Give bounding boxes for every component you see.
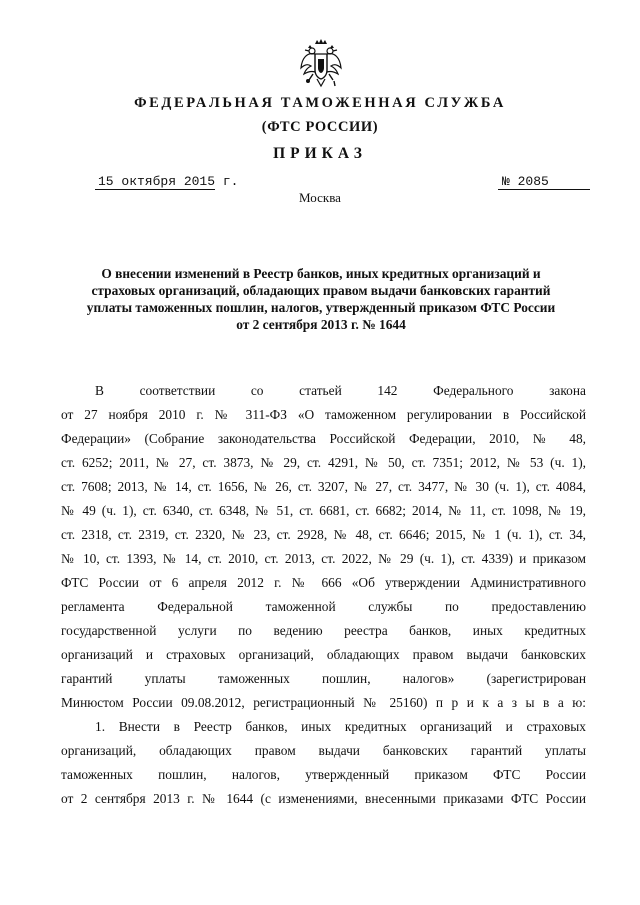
order-number: № 2085: [498, 174, 590, 190]
body-line: таможенных пошлин, налогов, утвержденный приказом ФТС России: [61, 767, 586, 782]
agency-name: ФЕДЕРАЛЬНАЯ ТАМОЖЕННАЯ СЛУЖБА: [134, 95, 506, 111]
document-title: [60, 265, 582, 333]
body-line: регламента Федеральной таможенной службы по предоставлению: [61, 599, 586, 614]
title-line: от 2 сентября 2013 г. № 1644: [236, 317, 406, 332]
body-line: государственной услуги по ведению реестра банков, иных кредитных: [61, 623, 586, 638]
body-line: 1. Внести в Реестр банков, иных кредитных организаций и страховых: [95, 719, 586, 734]
body-line: № 10, ст. 1393, № 14, ст. 2010, ст. 2013, ст. 2022, № 29 (ч. 1), ст. 4339) и приказом: [61, 551, 586, 566]
body-line: ст. 2318, ст. 2319, ст. 2320, № 23, ст. 2928, № 48, ст. 6646; 2015, № 1 (ч. 1), ст. 34,: [61, 527, 586, 542]
document-type: ПРИКАЗ: [273, 145, 367, 162]
body-line: В соответствии со статьей 142 Федерального закона: [95, 383, 586, 398]
agency-short-name: (ФТС РОССИИ): [261, 119, 379, 135]
body-line: ст. 6252; 2011, № 27, ст. 3873, № 29, ст. 4291, № 50, ст. 7351; 2012, № 53 (ч. 1),: [61, 455, 586, 470]
title-line: уплаты таможенных пошлин, налогов, утвержденный приказом ФТС России: [86, 300, 556, 315]
body-line: ФТС России от 6 апреля 2012 г. № 666 «Об утверждении Административного: [61, 575, 586, 590]
title-line: О внесении изменений в Реестр банков, иных кредитных организаций и: [101, 266, 541, 281]
body-line: гарантий уплаты таможенных пошлин, налогов» (зарегистрирован: [61, 671, 586, 686]
document-body: [61, 379, 586, 811]
body-line: Минюстом России 09.08.2012, регистрационный № 25160) п р и к а з ы в а ю:: [61, 695, 586, 710]
body-line: от 27 ноября 2010 г. № 311-ФЗ «О таможенном регулировании в Российской: [61, 407, 586, 422]
body-line: организаций и страховых организаций, обладающих правом выдачи банковских: [61, 647, 586, 662]
body-line: ст. 7608; 2013, № 14, ст. 1656, № 26, ст. 3207, № 27, ст. 3477, № 30 (ч. 1), ст. 4084,: [61, 479, 586, 494]
body-line: № 49 (ч. 1), ст. 6340, ст. 6348, № 51, ст. 6681, ст. 6682; 2014, № 11, ст. 1098, № 19,: [61, 503, 586, 518]
order-date: 15 октября 2015 г.: [95, 174, 215, 190]
russian-double-headed-eagle-icon: [299, 38, 343, 88]
body-line: организаций, обладающих правом выдачи банковских гарантий уплаты: [61, 743, 586, 758]
body-line: Федерации» (Собрание законодательства Российской Федерации, 2010, № 48,: [61, 431, 586, 446]
body-line: от 2 сентября 2013 г. № 1644 (с изменениями, внесенными приказами ФТС России: [61, 791, 586, 806]
city: Москва: [299, 190, 341, 205]
title-line: страховых организаций, обладающих правом выдачи банковских гарантий: [91, 283, 551, 298]
